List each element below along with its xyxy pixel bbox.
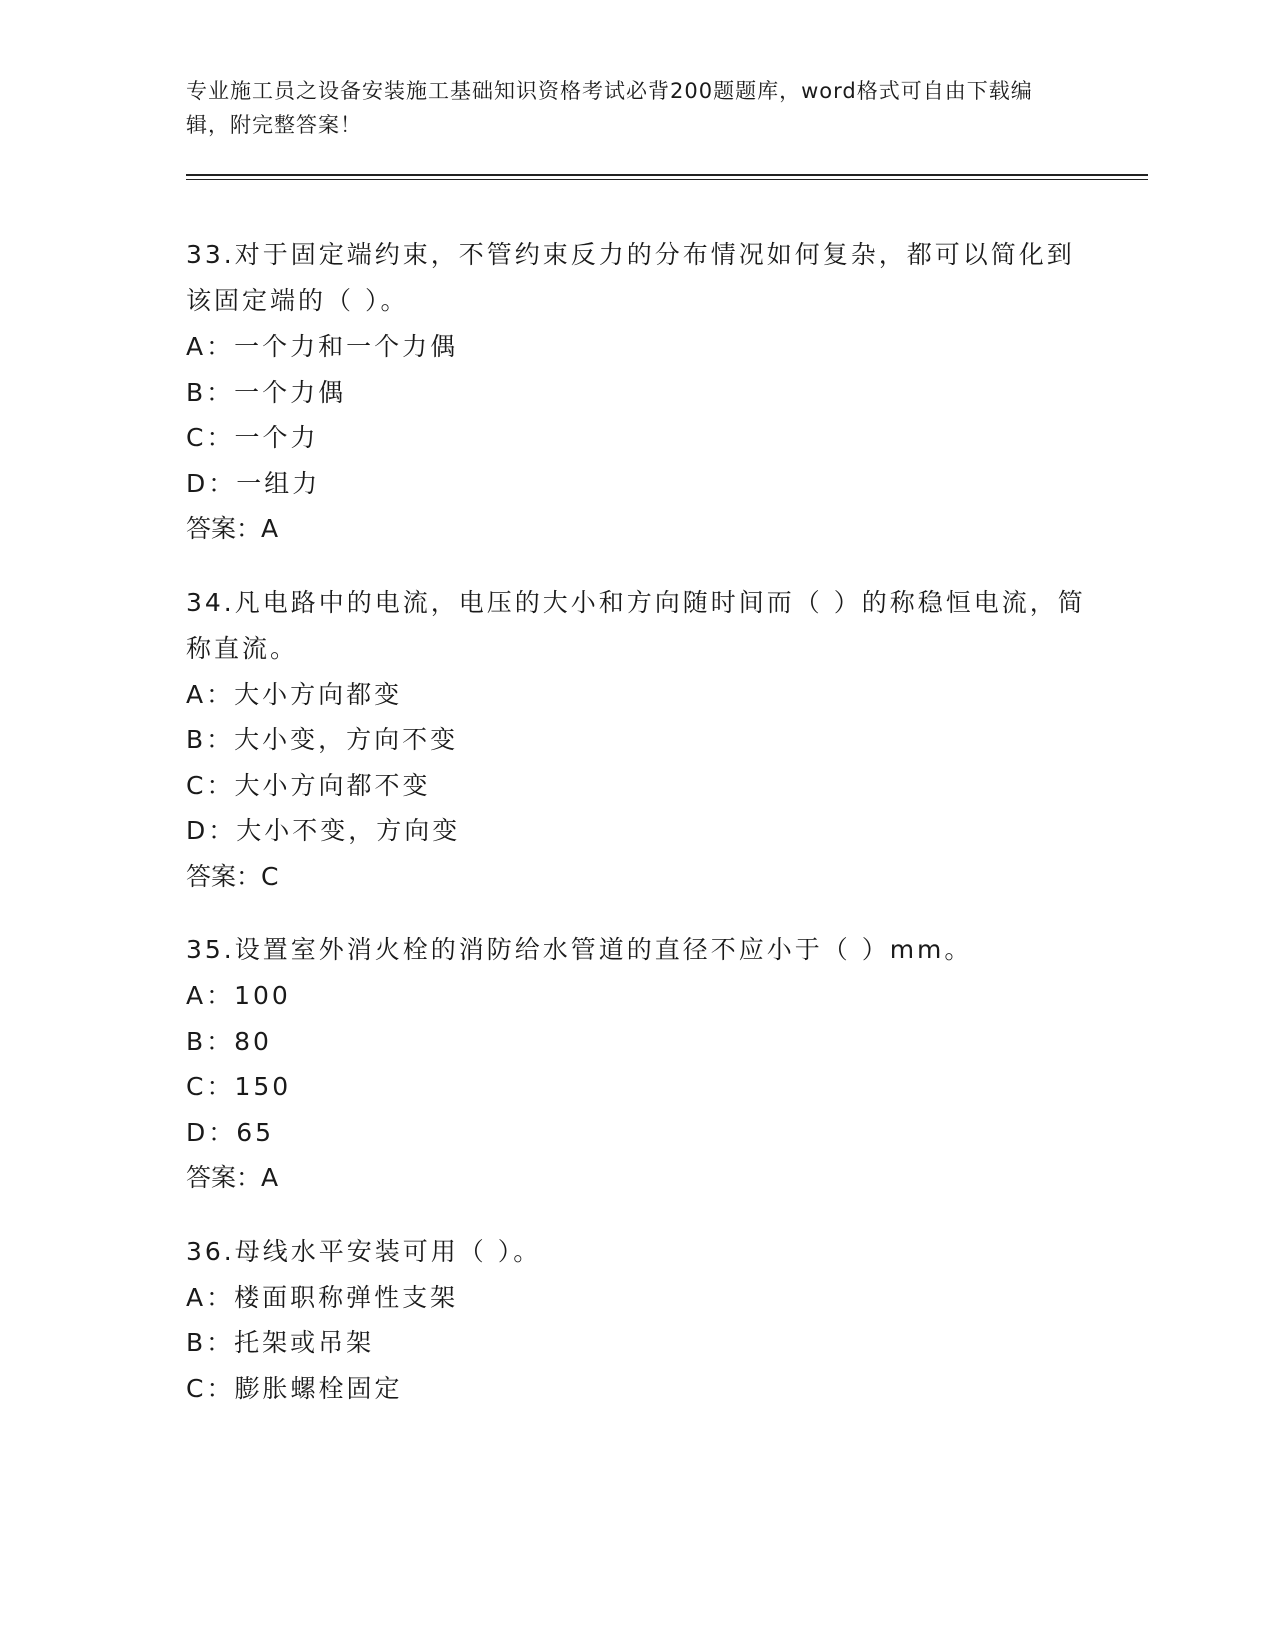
option-b: B：一个力偶 [186, 377, 347, 407]
question-stem: 36.母线水平安装可用（ ）。 [186, 1236, 542, 1266]
option-a: A：楼面职称弹性支架 [186, 1282, 459, 1312]
question-stem: 35.设置室外消火栓的消防给水管道的直径不应小于（ ）mm。 [186, 935, 973, 964]
answer: 答案：C [186, 861, 279, 891]
answer: 答案：A [186, 514, 279, 543]
question-list [186, 232, 1086, 1439]
option-c: C：一个力 [186, 423, 319, 452]
question-35 [186, 927, 1086, 1201]
option-b: B：托架或吊架 [186, 1328, 375, 1357]
option-d: D：一组力 [186, 468, 321, 498]
question-stem: 33.对于固定端约束，不管约束反力的分布情况如何复杂，都可以简化到该固定端的（ ）。 [186, 240, 1075, 315]
option-c: C：150 [186, 1072, 292, 1101]
option-b: B：大小变，方向不变 [186, 725, 459, 754]
option-a: A：100 [186, 981, 291, 1010]
question-33 [186, 232, 1086, 552]
option-a: A：大小方向都变 [186, 679, 403, 709]
question-36 [186, 1229, 1086, 1412]
answer: 答案：A [186, 1163, 279, 1192]
document-header: 专业施工员之设备安装施工基础知识资格考试必背200题题库，word格式可自由下载编辑，附完整答案！ [186, 79, 1033, 137]
header-divider-thick [186, 174, 1148, 176]
option-d: D：大小不变，方向变 [186, 816, 461, 845]
option-c: C：大小方向都不变 [186, 770, 431, 800]
question-34 [186, 580, 1086, 900]
option-c: C：膨胀螺栓固定 [186, 1373, 403, 1403]
option-d: D：65 [186, 1117, 275, 1147]
option-b: B：80 [186, 1026, 272, 1056]
header-divider-thin [186, 179, 1148, 180]
question-stem: 34.凡电路中的电流，电压的大小和方向随时间而（ ）的称稳恒电流，简称直流。 [186, 587, 1086, 663]
option-a: A：一个力和一个力偶 [186, 332, 459, 361]
